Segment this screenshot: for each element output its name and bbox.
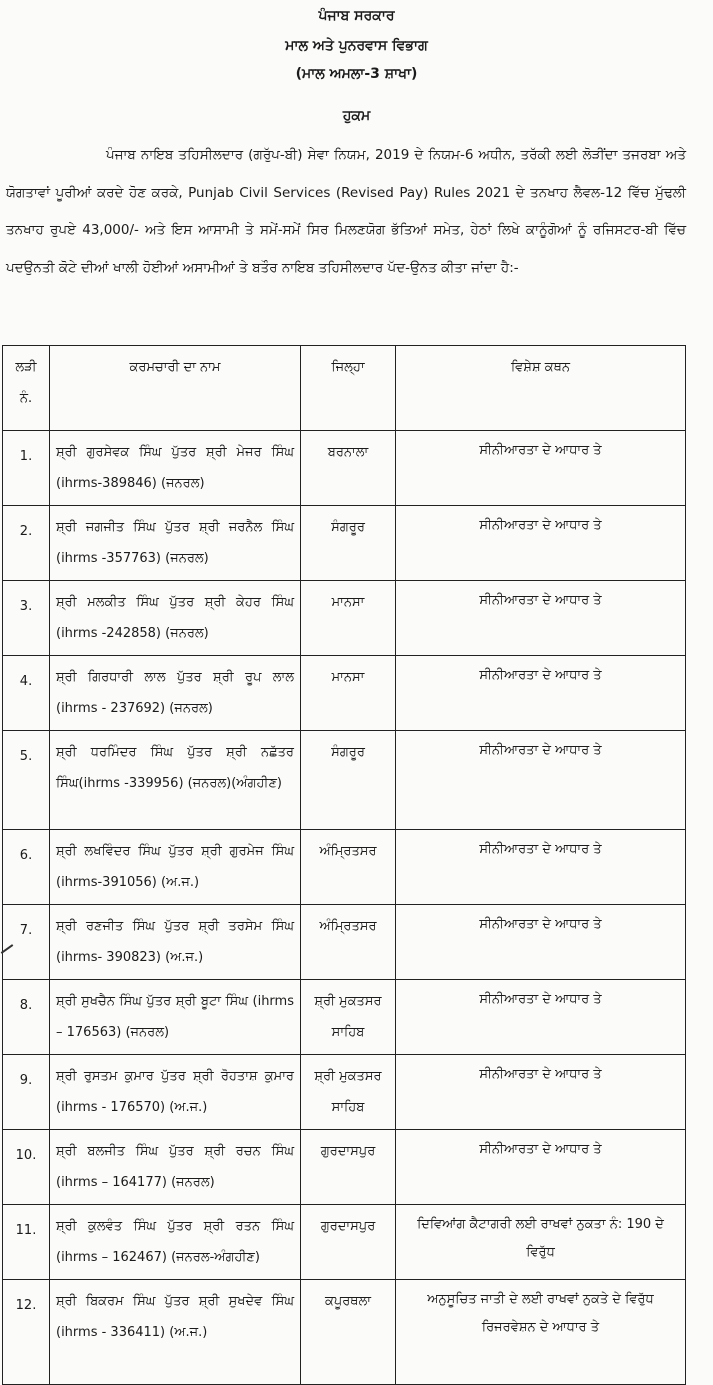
remarks: ਸੀਨੀਆਰਤਾ ਦੇ ਆਧਾਰ ਤੇ (396, 731, 686, 830)
district: ਗੁਰਦਾਸਪੁਰ (301, 1130, 396, 1205)
remarks: ਸੀਨੀਆਰਤਾ ਦੇ ਆਧਾਰ ਤੇ (396, 506, 686, 581)
header-district: ਜਿਲ੍ਹਾ (301, 346, 396, 431)
table-header-row (3, 346, 686, 431)
employee-name: ਸ਼੍ਰੀ ਰੁਸਤਮ ਕੁਮਾਰ ਪੁੱਤਰ ਸ਼੍ਰੀ ਰੋਹਤਾਸ਼ ਕੁਮਾਰ (ihrms - 176570) (ਅ.ਜ.) (50, 1055, 301, 1130)
table-row (3, 1130, 686, 1205)
serial-number: 1. (3, 431, 50, 506)
serial-number: 11. (3, 1205, 50, 1280)
table-row (3, 1280, 686, 1385)
remarks: ਸੀਨੀਆਰਤਾ ਦੇ ਆਧਾਰ ਤੇ (396, 581, 686, 656)
serial-number: 9. (3, 1055, 50, 1130)
serial-number: 7. (3, 905, 50, 980)
employee-name: ਸ਼੍ਰੀ ਗਿਰਧਾਰੀ ਲਾਲ ਪੁੱਤਰ ਸ਼੍ਰੀ ਰੂਪ ਲਾਲ (ihrms - 237692) (ਜਨਰਲ) (50, 656, 301, 731)
district: ਅੰਮ੍ਰਿਤਸਰ (301, 830, 396, 905)
district: ਸੰਗਰੂਰ (301, 506, 396, 581)
serial-number: 5. (3, 731, 50, 830)
employee-name: ਸ਼੍ਰੀ ਗੁਰਸੇਵਕ ਸਿੰਘ ਪੁੱਤਰ ਸ਼੍ਰੀ ਮੇਜਰ ਸਿੰਘ (ihrms-389846) (ਜਨਰਲ) (50, 431, 301, 506)
district: ਕਪੂਰਥਲਾ (301, 1280, 396, 1385)
district: ਬਰਨਾਲਾ (301, 431, 396, 506)
district: ਸੰਗਰੂਰ (301, 731, 396, 830)
table-row (3, 905, 686, 980)
remarks: ਸੀਨੀਆਰਤਾ ਦੇ ਆਧਾਰ ਤੇ (396, 1055, 686, 1130)
serial-number: 2. (3, 506, 50, 581)
employee-name: ਸ਼੍ਰੀ ਰਣਜੀਤ ਸਿੰਘ ਪੁੱਤਰ ਸ਼੍ਰੀ ਤਰਸੇਮ ਸਿੰਘ (ihrms- 390823) (ਅ.ਜ.) (50, 905, 301, 980)
header-remarks: ਵਿਸ਼ੇਸ਼ ਕਥਨ (396, 346, 686, 431)
order-title: ਹੁਕਮ (342, 108, 371, 124)
district: ਅੰਮ੍ਰਿਤਸਰ (301, 905, 396, 980)
table-row (3, 431, 686, 506)
order-body (6, 137, 686, 287)
employee-name: ਸ਼੍ਰੀ ਲਖਵਿੰਦਰ ਸਿੰਘ ਪੁੱਤਰ ਸ਼੍ਰੀ ਗੁਰਮੇਜ ਸਿੰਘ (ihrms-391056) (ਅ.ਜ.) (50, 830, 301, 905)
branch-name: (ਮਾਲ ਅਮਲਾ-3 ਸ਼ਾਖਾ) (295, 66, 418, 82)
order-body-text: ਪੰਜਾਬ ਨਾਇਬ ਤਹਿਸੀਲਦਾਰ (ਗਰੁੱਪ-ਬੀ) ਸੇਵਾ ਨਿਯਮ, 2019 ਦੇ ਨਿਯਮ-6 ਅਧੀਨ, ਤਰੱਕੀ ਲਈ ਲੋੜੀਂਦਾ ਤਜਰਬਾ ਅਤੇ ਯੋਗਤਾਵਾਂ ਪੂਰੀਆਂ ਕਰਦੇ ਹੋਣ ਕਰਕੇ, Punjab Civil Services (Revised Pay) Rules 2021 ਦੇ ਤਨਖਾਹ ਲੈਵਲ-12 ਵਿੱਚ ਮੁੱਢਲੀ ਤਨਖਾਹ ਰੁਪਏ 43,000/- ਅਤੇ ਇਸ ਆਸਾਮੀ ਤੇ ਸਮੇਂ-ਸਮੇਂ ਸਿਰ ਮਿਲਣਯੋਗ ਭੱਤਿਆਂ ਸਮੇਤ, ਹੇਠਾਂ ਲਿਖੇ ਕਾਨੂੰਗੋਆਂ ਨੂੰ ਰਜਿਸਟਰ-ਬੀ ਵਿੱਚ ਪਦਉਨਤੀ ਕੋਟੇ ਦੀਆਂ ਖਾਲੀ ਹੋਈਆਂ ਅਸਾਮੀਆਂ ਤੇ ਬਤੌਰ ਨਾਇਬ ਤਹਿਸੀਲਦਾਰ ਪੱਦ-ਉਨਤ ਕੀਤਾ ਜਾਂਦਾ ਹੈ:- (6, 147, 686, 276)
employee-name: ਸ਼੍ਰੀ ਜਗਜੀਤ ਸਿੰਘ ਪੁੱਤਰ ਸ਼੍ਰੀ ਜਰਨੈਲ ਸਿੰਘ (ihrms -357763) (ਜਨਰਲ) (50, 506, 301, 581)
employee-name: ਸ਼੍ਰੀ ਸੁਖਚੈਨ ਸਿੰਘ ਪੁੱਤਰ ਸ਼੍ਰੀ ਬੂਟਾ ਸਿੰਘ (ihrms – 176563) (ਜਨਰਲ) (50, 980, 301, 1055)
serial-number: 4. (3, 656, 50, 731)
serial-number: 8. (3, 980, 50, 1055)
district: ਸ਼੍ਰੀ ਮੁਕਤਸਰ ਸਾਹਿਬ (301, 980, 396, 1055)
remarks: ਅਨੁਸੂਚਿਤ ਜਾਤੀ ਦੇ ਲਈ ਰਾਖਵਾਂ ਨੁਕਤੇ ਦੇ ਵਿਰੁੱਧ ਰਿਜਰਵੇਸ਼ਨ ਦੇ ਆਧਾਰ ਤੇ (396, 1280, 686, 1385)
promotion-table (2, 345, 686, 1385)
table-row (3, 830, 686, 905)
table-row (3, 980, 686, 1055)
employee-name: ਸ਼੍ਰੀ ਬਿਕਰਮ ਸਿੰਘ ਪੁੱਤਰ ਸ਼੍ਰੀ ਸੁਖਦੇਵ ਸਿੰਘ (ihrms - 336411) (ਅ.ਜ.) (50, 1280, 301, 1385)
district: ਗੁਰਦਾਸਪੁਰ (301, 1205, 396, 1280)
remarks: ਸੀਨੀਆਰਤਾ ਦੇ ਆਧਾਰ ਤੇ (396, 980, 686, 1055)
remarks: ਸੀਨੀਆਰਤਾ ਦੇ ਆਧਾਰ ਤੇ (396, 1130, 686, 1205)
table-row (3, 731, 686, 830)
district: ਮਾਨਸਾ (301, 581, 396, 656)
header-serial: ਲੜੀ ਨੰ. (3, 346, 50, 431)
table-row (3, 1205, 686, 1280)
serial-number: 10. (3, 1130, 50, 1205)
district: ਮਾਨਸਾ (301, 656, 396, 731)
employee-name: ਸ਼੍ਰੀ ਕੁਲਵੰਤ ਸਿੰਘ ਪੁੱਤਰ ਸ਼੍ਰੀ ਰਤਨ ਸਿੰਘ (ihrms – 162467) (ਜਨਰਲ-ਅੰਗਹੀਣ) (50, 1205, 301, 1280)
employee-name: ਸ਼੍ਰੀ ਬਲਜੀਤ ਸਿੰਘ ਪੁੱਤਰ ਸ਼੍ਰੀ ਰਚਨ ਸਿੰਘ (ihrms – 164177) (ਜਨਰਲ) (50, 1130, 301, 1205)
header-employee-name: ਕਰਮਚਾਰੀ ਦਾ ਨਾਮ (50, 346, 301, 431)
table-row (3, 1055, 686, 1130)
employee-name: ਸ਼੍ਰੀ ਮਲਕੀਤ ਸਿੰਘ ਪੁੱਤਰ ਸ਼੍ਰੀ ਕੇਹਰ ਸਿੰਘ (ihrms -242858) (ਜਨਰਲ) (50, 581, 301, 656)
serial-number: 12. (3, 1280, 50, 1385)
remarks: ਦਿਵਿਆਂਗ ਕੈਟਾਗਰੀ ਲਈ ਰਾਖਵਾਂ ਨੁਕਤਾ ਨੰ: 190 ਦੇ ਵਿਰੁੱਧ (396, 1205, 686, 1280)
government-name: ਪੰਜਾਬ ਸਰਕਾਰ (318, 8, 395, 24)
district: ਸ਼੍ਰੀ ਮੁਕਤਸਰ ਸਾਹਿਬ (301, 1055, 396, 1130)
remarks: ਸੀਨੀਆਰਤਾ ਦੇ ਆਧਾਰ ਤੇ (396, 431, 686, 506)
department-name: ਮਾਲ ਅਤੇ ਪੁਨਰਵਾਸ ਵਿਭਾਗ (285, 38, 428, 54)
table-row (3, 581, 686, 656)
table-row (3, 506, 686, 581)
employee-name: ਸ਼੍ਰੀ ਧਰਮਿੰਦਰ ਸਿੰਘ ਪੁੱਤਰ ਸ਼੍ਰੀ ਨਛੱਤਰ ਸਿੰਘ(ihrms -339956) (ਜਨਰਲ)(ਅੰਗਹੀਣ) (50, 731, 301, 830)
table-row (3, 656, 686, 731)
remarks: ਸੀਨੀਆਰਤਾ ਦੇ ਆਧਾਰ ਤੇ (396, 905, 686, 980)
remarks: ਸੀਨੀਆਰਤਾ ਦੇ ਆਧਾਰ ਤੇ (396, 830, 686, 905)
serial-number: 3. (3, 581, 50, 656)
serial-number: 6. (3, 830, 50, 905)
remarks: ਸੀਨੀਆਰਤਾ ਦੇ ਆਧਾਰ ਤੇ (396, 656, 686, 731)
